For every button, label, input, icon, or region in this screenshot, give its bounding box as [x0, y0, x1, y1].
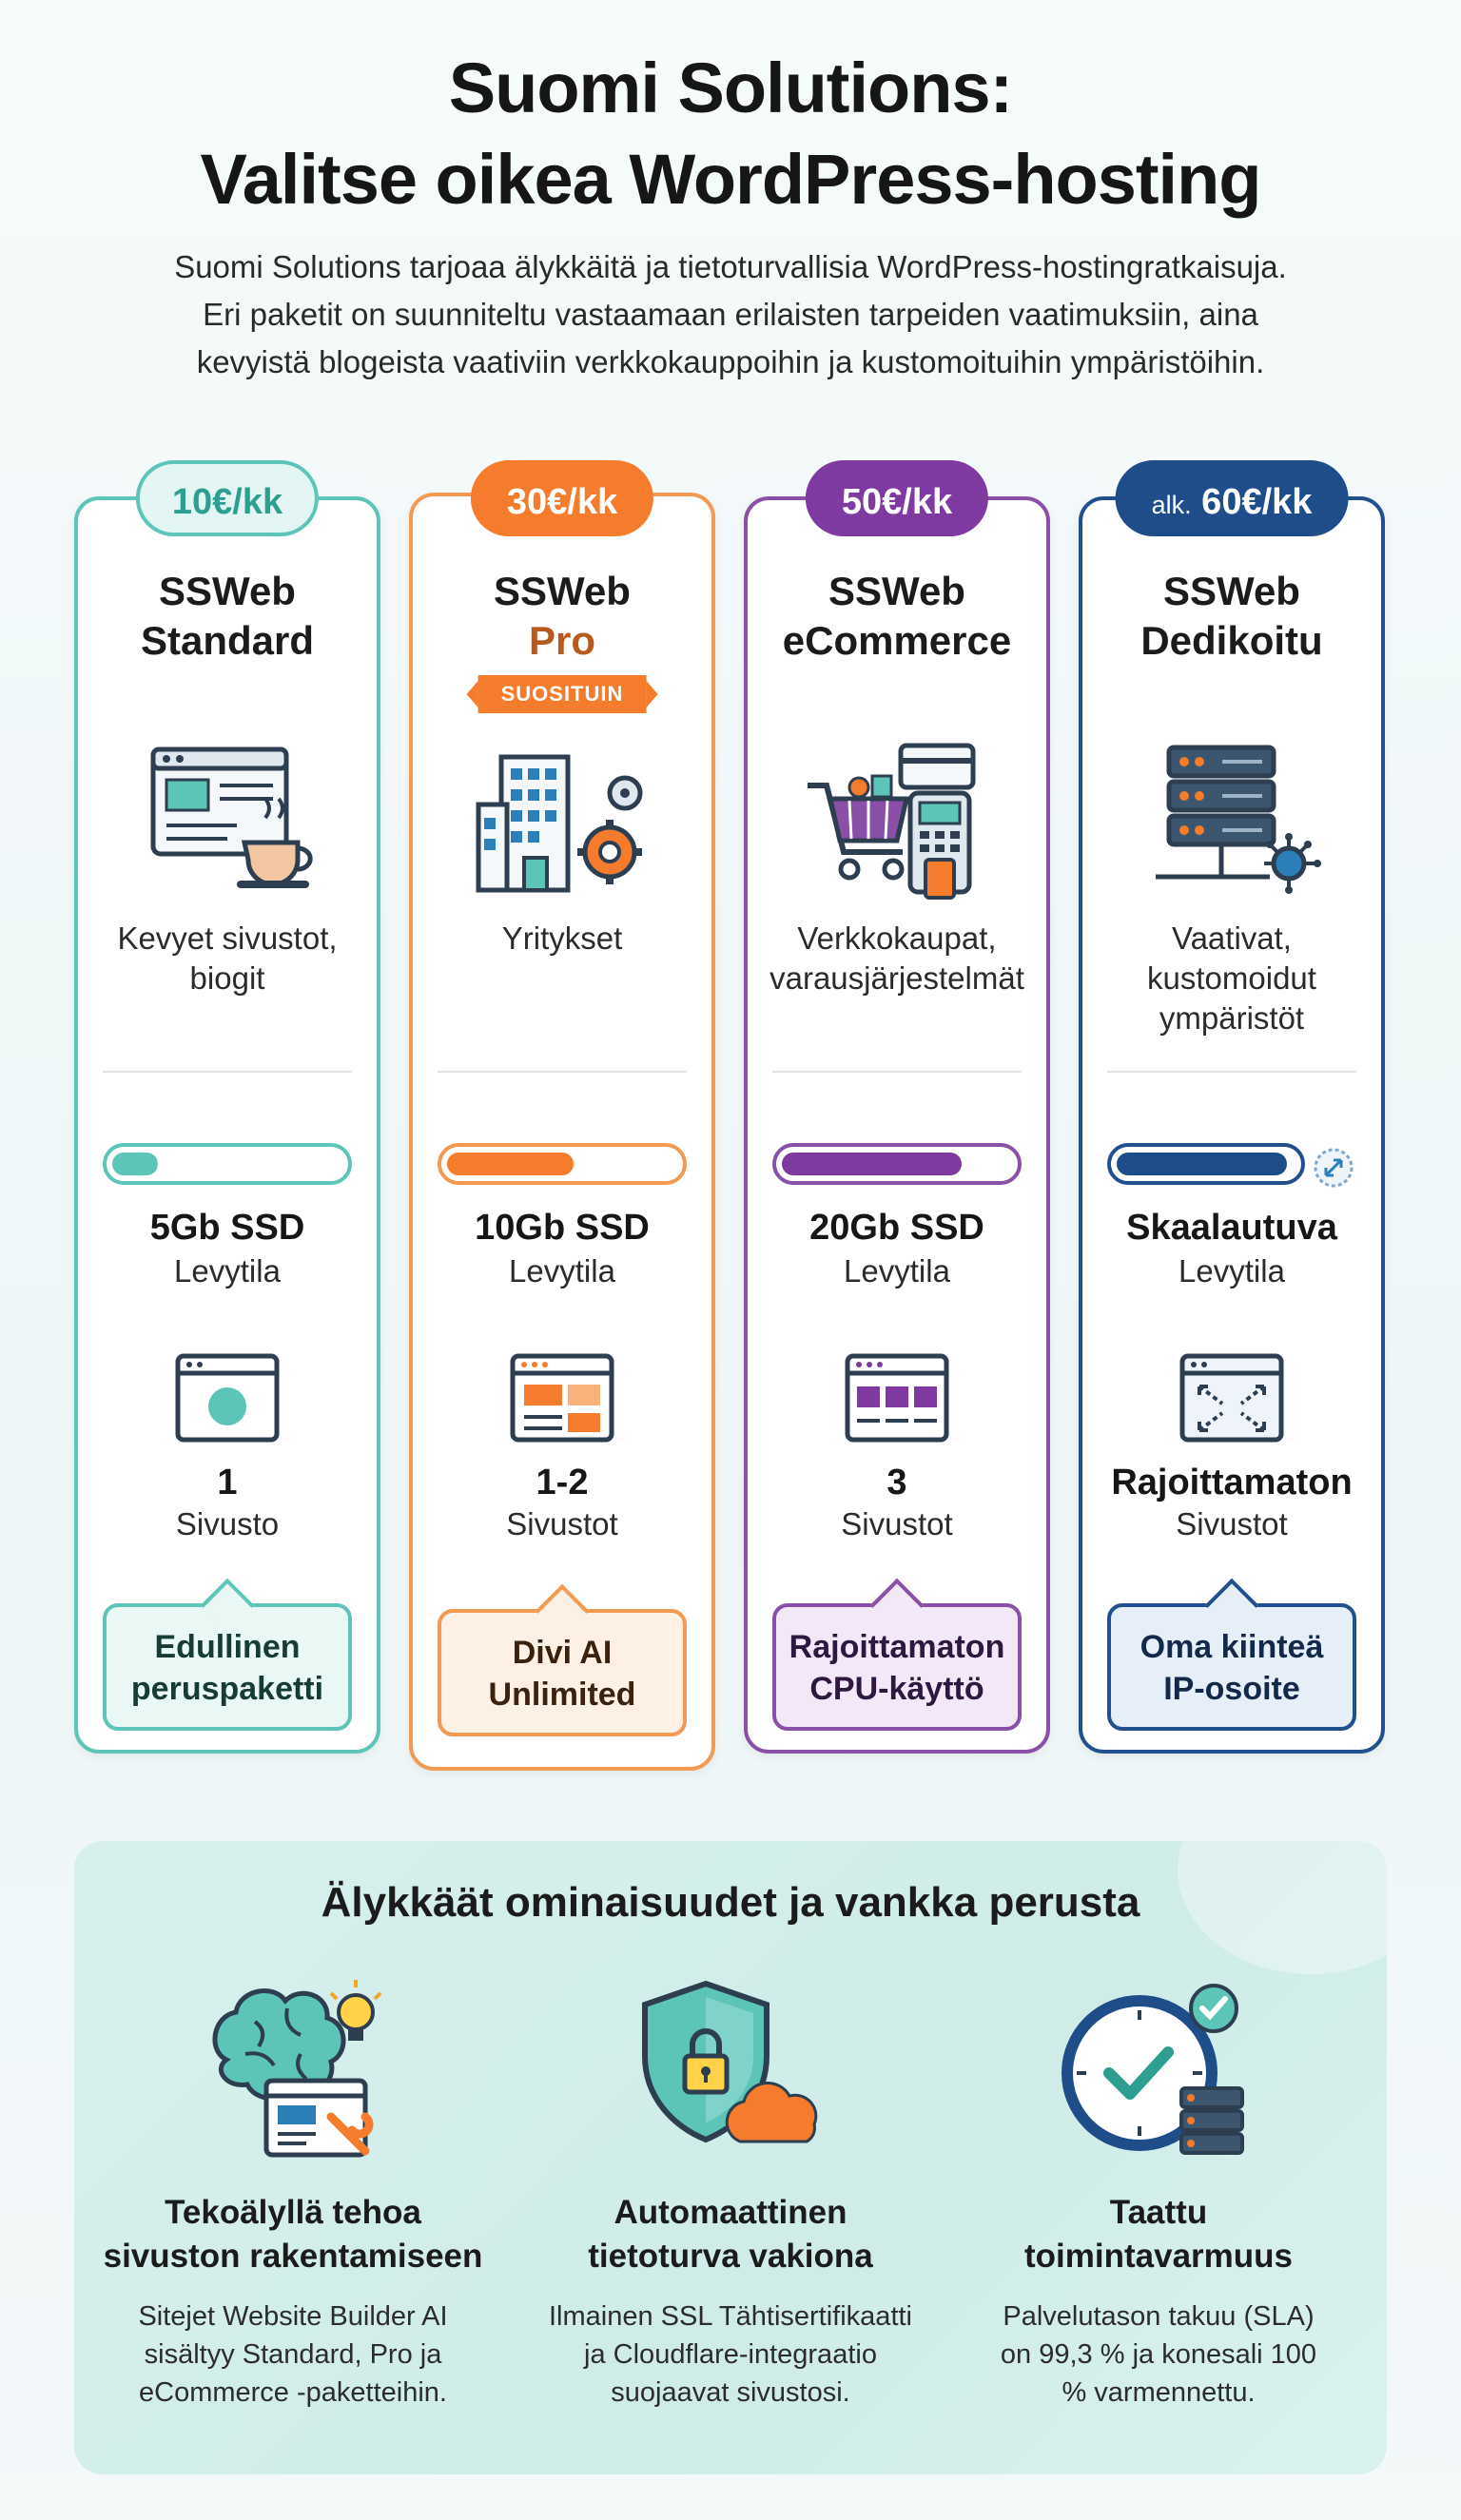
highlight-box: [1107, 1603, 1356, 1731]
plan-name-line-1: SSWeb: [159, 569, 296, 613]
price-pill: [471, 460, 653, 536]
storage-value: 10Gb SSD: [475, 1208, 650, 1248]
unlimited-sites-icon: [1179, 1352, 1285, 1444]
expand-arrows-icon: [1313, 1147, 1354, 1189]
price-pill: [806, 460, 988, 536]
sites-value: 1: [217, 1463, 238, 1502]
title-line-1: Suomi Solutions:: [448, 48, 1013, 127]
feature-desc-line-2: sisältyy Standard, Pro ja: [144, 2339, 442, 2370]
price-text: 60€/kk: [1201, 482, 1313, 522]
highlight-line-2: Unlimited: [488, 1677, 636, 1713]
storage-bar-fill: [447, 1153, 574, 1175]
use-case-line-1: Verkkokaupat,: [797, 921, 997, 956]
intro-line-2: Eri paketit on suunniteltu vastaamaan erilaisten tarpeiden vaatimuksiin, aina: [203, 297, 1258, 332]
plan-name-line-2: Standard: [140, 618, 315, 663]
feature-desc-line-3: suojaavat sivustosi.: [611, 2377, 850, 2408]
plan-name: [1082, 567, 1381, 666]
price-pill: [136, 460, 319, 536]
feature-desc-line-3: % varmennettu.: [1062, 2377, 1256, 2408]
storage-value: 5Gb SSD: [149, 1208, 305, 1248]
plan-name-line-2: Pro: [528, 618, 595, 663]
feature-description: [84, 2297, 502, 2412]
use-case-line-1: Yritykset: [501, 921, 623, 956]
feature-desc-line-2: on 99,3 % ja konesali 100: [1000, 2339, 1317, 2370]
storage-value: Skaalautuva: [1126, 1208, 1337, 1248]
storage-bar-fill: [782, 1153, 962, 1175]
plan-card-pro[interactable]: [409, 482, 715, 1771]
sites-label: Sivustot: [841, 1506, 953, 1541]
use-case: [413, 919, 711, 959]
feature-heading-line-1: Tekoälyllä tehoa: [165, 2194, 421, 2231]
divider: [438, 1071, 687, 1073]
sites-label: Sivustot: [506, 1506, 618, 1541]
intro-line-1: Suomi Solutions tarjoaa älykkäitä ja tietoturvallisia WordPress-hostingratkaisuja.: [174, 249, 1287, 284]
highlight-line-2: CPU-käyttö: [809, 1671, 984, 1707]
popular-badge: SUOSITUIN: [478, 675, 647, 713]
storage-label: Levytila: [1179, 1253, 1285, 1289]
browser-coffee-icon: [132, 738, 322, 900]
storage-value: 20Gb SSD: [809, 1208, 984, 1248]
divider: [772, 1071, 1022, 1073]
features-panel: [74, 1841, 1387, 2474]
sites-label: Sivusto: [175, 1506, 280, 1541]
storage-bar: [772, 1143, 1022, 1185]
feature-heading: [84, 2191, 502, 2278]
use-case: [78, 919, 377, 998]
feature-desc-line-2: ja Cloudflare-integraatio: [584, 2339, 877, 2370]
use-case-line-2: biogit: [189, 960, 265, 996]
use-case: [748, 919, 1046, 998]
feature-desc-line-1: Palvelutason takuu (SLA): [1003, 2301, 1315, 2332]
three-sites-icon: [844, 1352, 950, 1444]
price-text: 10€/kk: [171, 482, 283, 522]
feature-heading-line-2: toimintavarmuus: [1024, 2238, 1293, 2275]
shield-lock-cloud-icon: [626, 1974, 835, 2164]
sites-value: 1-2: [536, 1463, 589, 1502]
office-building-gears-icon: [467, 738, 657, 900]
plan-name-line-1: SSWeb: [1163, 569, 1300, 613]
feature-heading: [949, 2191, 1368, 2278]
highlight-line-1: Edullinen: [154, 1629, 301, 1665]
feature-reliability: [949, 1974, 1368, 2412]
plan-name-line-1: SSWeb: [494, 569, 631, 613]
feature-heading-line-1: Taattu: [1109, 2194, 1208, 2231]
highlight-line-1: Divi AI: [512, 1635, 613, 1671]
plan-name: [748, 567, 1046, 666]
use-case: [1082, 919, 1381, 1038]
feature-heading-line-1: Automaattinen: [614, 2194, 847, 2231]
storage-bar: [438, 1143, 687, 1185]
feature-ai-builder: [84, 1974, 502, 2412]
plan-card-dedicated[interactable]: [1079, 482, 1385, 1754]
shopping-cart-terminal-icon: [802, 738, 992, 900]
plan-name-line-2: eCommerce: [782, 618, 1012, 663]
divider: [1107, 1071, 1356, 1073]
storage-bar-fill: [1117, 1153, 1287, 1175]
highlight-box: [103, 1603, 352, 1731]
features-title: Älykkäät ominaisuudet ja vankka perusta: [321, 1879, 1140, 1926]
plan-name: [413, 567, 711, 666]
use-case-line-2: kustomoidut: [1147, 960, 1316, 996]
highlight-line-2: IP-osoite: [1163, 1671, 1300, 1707]
title-line-2: Valitse oikea WordPress-hosting: [200, 140, 1261, 219]
feature-heading-line-2: tietoturva vakiona: [588, 2238, 873, 2275]
use-case-line-1: Vaativat,: [1172, 921, 1292, 956]
divider: [103, 1071, 352, 1073]
plan-card-standard[interactable]: [74, 482, 380, 1754]
use-case-line-2: varausjärjestelmät: [769, 960, 1024, 996]
storage-label: Levytila: [174, 1253, 281, 1289]
price-pill: [1116, 460, 1349, 536]
feature-heading-line-2: sivuston rakentamiseen: [103, 2238, 483, 2275]
price-prefix: alk.: [1151, 491, 1192, 519]
plan-card-ecommerce[interactable]: [744, 482, 1050, 1754]
plan-name-line-2: Dedikoitu: [1140, 618, 1323, 663]
highlight-line-1: Oma kiinteä: [1140, 1629, 1324, 1665]
highlight-box: [438, 1609, 687, 1736]
storage-bar-fill: [112, 1153, 158, 1175]
sites-value: 3: [886, 1463, 907, 1502]
storage-bar: [1107, 1143, 1305, 1185]
sites-value: Rajoittamaton: [1111, 1463, 1353, 1502]
highlight-line-2: peruspaketti: [130, 1671, 324, 1707]
sites-label: Sivustot: [1176, 1506, 1288, 1541]
use-case-line-1: Kevyet sivustot,: [117, 921, 338, 956]
page-title: [0, 43, 1461, 225]
server-network-icon: [1137, 738, 1327, 900]
feature-desc-line-1: Ilmainen SSL Tähtisertifikaatti: [548, 2301, 912, 2332]
plan-name-line-1: SSWeb: [828, 569, 965, 613]
feature-desc-line-3: eCommerce -paketteihin.: [139, 2377, 447, 2408]
storage-label: Levytila: [844, 1253, 950, 1289]
storage-bar: [103, 1143, 352, 1185]
single-site-icon: [174, 1352, 281, 1444]
intro-line-3: kevyistä blogeista vaativiin verkkokauppoihin ja kustomoituihin ympäristöihin.: [196, 344, 1265, 379]
feature-heading: [521, 2191, 940, 2278]
storage-label: Levytila: [509, 1253, 615, 1289]
multi-site-icon: [509, 1352, 615, 1444]
clock-check-server-icon: [1054, 1974, 1263, 2164]
feature-description: [521, 2297, 940, 2412]
price-text: 50€/kk: [841, 482, 953, 522]
plan-name: [78, 567, 377, 666]
price-text: 30€/kk: [506, 482, 618, 522]
highlight-line-1: Rajoittamaton: [789, 1629, 1005, 1665]
feature-description: [949, 2297, 1368, 2412]
highlight-box: [772, 1603, 1022, 1731]
feature-security: [521, 1974, 940, 2412]
use-case-line-3: ympäristöt: [1159, 1000, 1305, 1036]
feature-desc-line-1: Sitejet Website Builder AI: [138, 2301, 448, 2332]
brain-builder-icon: [188, 1974, 398, 2164]
intro-text: [95, 243, 1366, 386]
